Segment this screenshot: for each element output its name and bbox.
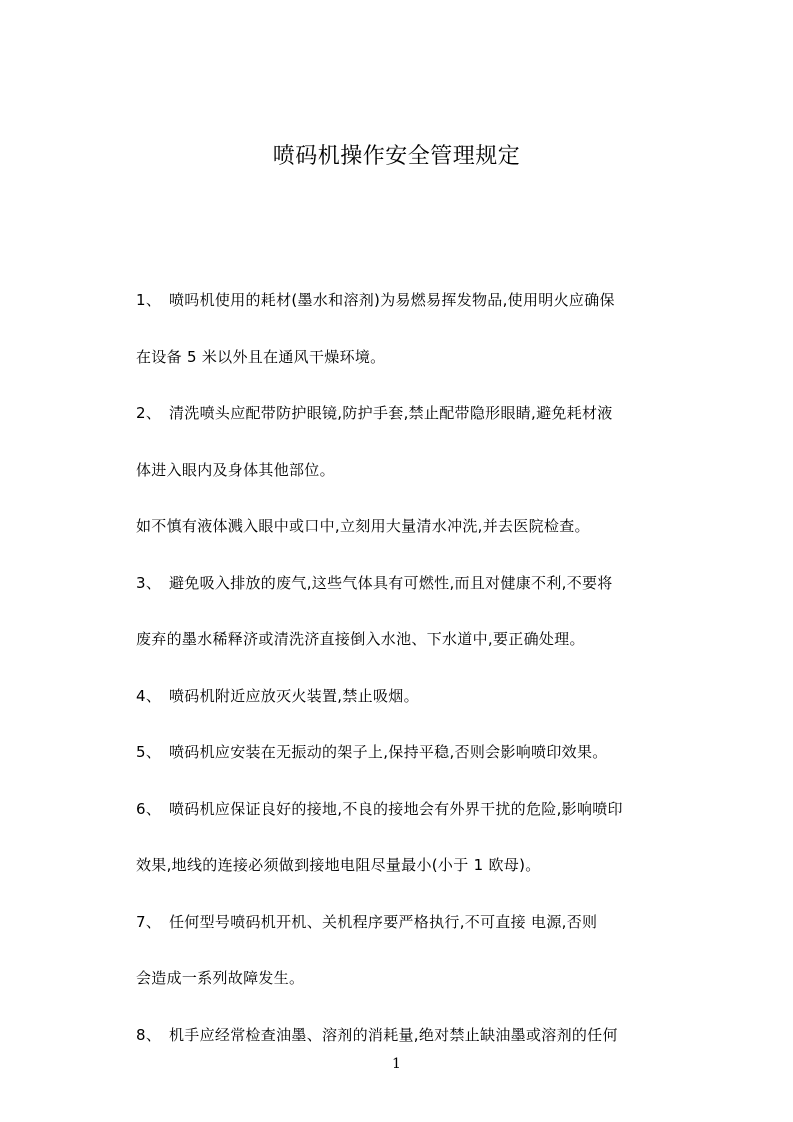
rule-1-line-1 (136, 284, 666, 341)
item-number: 3、 (136, 573, 162, 592)
line-text: 机手应经常检查油墨、溶剂的消耗量,绝对禁止缺油墨或溶剂的任何 (169, 1025, 618, 1044)
rule-3-line-1 (136, 567, 666, 624)
line-text: 喷码机附近应放灭火装置,禁止吸烟。 (169, 686, 419, 705)
line-text: 体进入眼内及身体其他部位。 (136, 460, 335, 479)
item-number: 7、 (136, 912, 162, 931)
item-number: 2、 (136, 404, 162, 422)
rule-7-line-1 (136, 906, 666, 963)
rule-3-line-2 (136, 623, 666, 680)
rule-2-line-1 (136, 397, 666, 454)
line-text: 任何型号喷码机开机、关机程序要严格执行,不可直接 电源,否则 (169, 912, 598, 931)
line-text: 会造成一系列故障发生。 (136, 969, 305, 987)
rule-4-line-1 (136, 680, 666, 737)
item-number: 4、 (136, 686, 162, 705)
line-text: 喷吗机使用的耗材(墨水和溶剂)为易燃易挥发物品,使用明火应确保 (169, 291, 615, 309)
rule-6-line-2 (136, 849, 666, 906)
line-text: 清洗喷头应配带防护眼镜,防护手套,禁止配带隐形眼睛,避免耗材液 (169, 404, 613, 422)
line-text: 喷码机应保证良好的接地,不良的接地会有外界干扰的危险,影响喷印 (169, 799, 623, 818)
item-number: 6、 (136, 799, 162, 818)
rule-2-line-2 (136, 454, 666, 511)
item-number: 1、 (136, 291, 162, 309)
line-text: 效果,地线的连接必须做到接地电阻尽量最小(小于 1 欧母)。 (136, 856, 541, 874)
line-text: 避免吸入排放的废气,这些气体具有可燃性,而且对健康不利,不要将 (169, 573, 613, 592)
line-text: 废弃的墨水稀释济或清洗济直接倒入水池、下水道中,要正确处理。 (136, 630, 585, 648)
rule-5-line-1 (136, 736, 666, 793)
item-number: 8、 (136, 1025, 162, 1044)
rule-1-line-2 (136, 341, 666, 398)
page-title: 喷码机操作安全管理规定 (272, 144, 521, 169)
line-text: 喷码机应安装在无振动的架子上,保持平稳,否则会影响喷印效果。 (169, 743, 608, 761)
rule-7-line-2 (136, 962, 666, 1019)
rule-2-line-3 (136, 510, 666, 567)
line-text: 在设备 5 米以外且在通风干燥环境。 (136, 347, 386, 366)
page-number: 1 (392, 1056, 401, 1072)
document-body (136, 284, 666, 1075)
rule-6-line-1 (136, 793, 666, 850)
item-number: 5、 (136, 743, 162, 761)
line-text: 如不慎有液体溅入眼中或口中,立刻用大量清水冲洗,并去医院检查。 (136, 517, 590, 535)
